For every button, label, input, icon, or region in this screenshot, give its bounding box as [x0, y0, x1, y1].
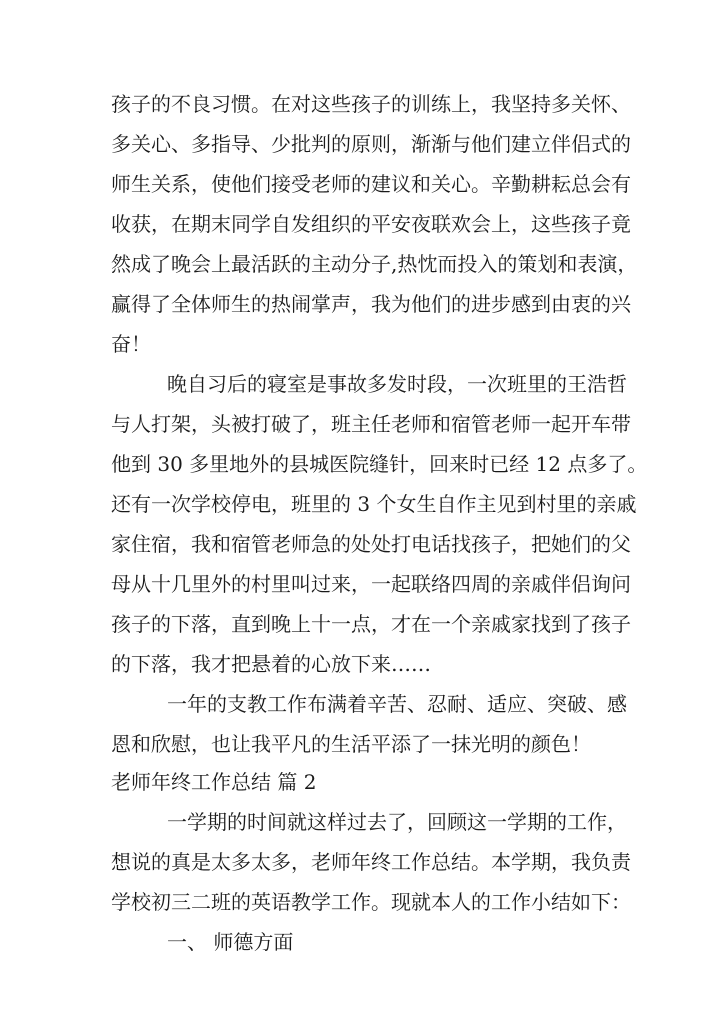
section-heading: 老师年终工作总结 篇 2 — [111, 770, 317, 794]
paragraph-line: 奋！ — [111, 332, 151, 356]
paragraph-line: 母从十几里外的村里叫过来，一起联络四周的亲戚伴侣询问 — [111, 572, 631, 596]
paragraph-line: 恩和欣慰，也让我平凡的生活平添了一抹光明的颜色！ — [111, 732, 591, 756]
paragraph-line: 的下落，我才把悬着的心放下来…… — [111, 652, 431, 676]
paragraph-line: 赢得了全体师生的热闹掌声，我为他们的进步感到由衷的兴 — [111, 292, 631, 316]
paragraph-line: 还有一次学校停电，班里的 3 个女生自作主见到村里的亲戚 — [111, 492, 637, 516]
paragraph-line: 与人打架，头被打破了，班主任老师和宿管老师一起开车带 — [111, 412, 631, 436]
subsection-heading: 一、 师德方面 — [167, 930, 294, 954]
paragraph-line: 孩子的下落，直到晚上十一点，才在一个亲戚家找到了孩子 — [111, 612, 631, 636]
paragraph-line: 师生关系，使他们接受老师的建议和关心。辛勤耕耘总会有 — [111, 172, 631, 196]
paragraph-line: 收获，在期末同学自发组织的平安夜联欢会上，这些孩子竟 — [111, 212, 631, 236]
paragraph-line: 然成了晚会上最活跃的主动分子,热忱而投入的策划和表演， — [111, 252, 638, 276]
paragraph-first-line: 晚自习后的寝室是事故多发时段，一次班里的王浩哲 — [167, 372, 627, 396]
paragraph-line: 多关心、多指导、少批判的原则，渐渐与他们建立伴侣式的 — [111, 132, 631, 156]
paragraph-first-line: 一学期的时间就这样过去了，回顾这一学期的工作， — [167, 810, 627, 834]
paragraph-line: 孩子的不良习惯。在对这些孩子的训练上，我坚持多关怀、 — [111, 92, 631, 116]
paragraph-line: 家住宿，我和宿管老师急的处处打电话找孩子，把她们的父 — [111, 532, 631, 556]
paragraph-line: 学校初三二班的英语教学工作。现就本人的工作小结如下： — [111, 890, 631, 914]
paragraph-first-line: 一年的支教工作布满着辛苦、忍耐、适应、突破、感 — [167, 692, 627, 716]
paragraph-line: 他到 30 多里地外的县城医院缝针，回来时已经 12 点多了。 — [111, 452, 648, 476]
paragraph-line: 想说的真是太多太多，老师年终工作总结。本学期，我负责 — [111, 850, 631, 874]
